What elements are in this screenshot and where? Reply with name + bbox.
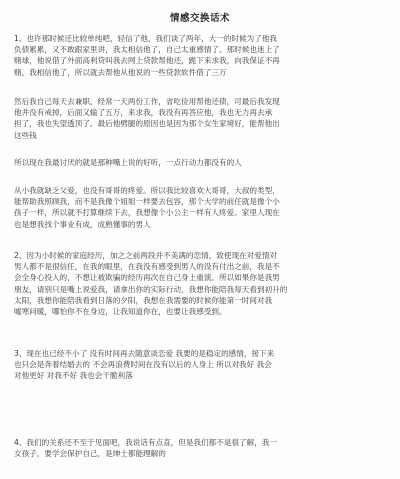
text-line: 他并没有戒掉，后面又输了五万，来求我，我没有再答应他，我也无力再去承 — [14, 108, 273, 118]
text-line: 会全身心投入的，不想让被欺骗的经历再次在自己身上重演。所以如果你是我男 — [14, 273, 280, 283]
text-line: 负债累累，又不敢跟家里讲，我太相信他了，自己太重感情了。那时候也迷上了 — [14, 45, 280, 55]
text-line: 赌，我相信他了，所以就去帮他从他说的一些贷款软件借了三万 — [14, 67, 227, 77]
text-line: 对他更好 对我不好 我也会干脆利落 — [14, 371, 133, 381]
text-line: 3、现在也已经不小了 没有时间再去随意谈恋爱 我要的是稳定的感情，接下来 — [14, 349, 275, 358]
text-line: 赌球，他说借了外面高利贷叫我去网上贷款帮他还，跪下来求我，向我保证不再 — [14, 56, 280, 66]
text-line: 从小我就缺乏父爱，也没有哥哥的疼爱。所以我比较喜欢大哥哥，大叔的类型， — [14, 186, 280, 195]
paragraph-6 — [14, 348, 386, 382]
text-line: 嘘寒问暖，哪怕你不在身边，让我知道你在，也要让我感受到。 — [14, 307, 227, 317]
text-line: 1、也许那时候还比较单纯吧，轻信了他，我们谈了两年，大一的时候为了他我 — [14, 34, 278, 43]
text-line: 能帮助我照顾我，而不是我像个姐姐一样要去包容，那个大学的前任就是像个小 — [14, 197, 280, 207]
text-line: 所以现在我最讨厌的就是那种嘴上说的好听，一点行动力都没有的人 — [14, 158, 242, 167]
text-line: 4、我们的关系还不至于见面吧，我说话有点直，但是我们都不是很了解，我一 — [14, 438, 278, 447]
text-line: 男人都不是很信任，在我的眼里，在我没有感受到男人的没有付出之前，我是不 — [14, 262, 280, 272]
text-line: 2、因为小时候的家庭经历，加之之前两段并不美满的恋情，致使现在对爱情对 — [14, 251, 278, 260]
text-line: 女孩子，要学会保护自己，是绅士都能理解的 — [14, 449, 166, 459]
paragraph-4 — [14, 185, 386, 230]
text-line: 也是想我找个事业有成，成熟懂事的男人 — [14, 219, 151, 229]
paragraph-1 — [14, 33, 386, 78]
text-line: 担了，我也失望透顶了。最后他劈腿的原因也是因为那个女生家境好，能帮他出 — [14, 119, 280, 129]
text-line: 孩子一样，所以就不打算继续下去，我想像个小公主一样有人疼爱。家里人现在 — [14, 208, 280, 218]
text-line: 然后我自己每天去兼职，经常一天两份工作，省吃俭用帮他还债，可最后我发现 — [14, 97, 280, 106]
document-title: 情感交换话术 — [169, 13, 230, 24]
paragraph-3 — [14, 157, 386, 168]
text-line: 朋友，请别只是嘴上说爱我，请拿出你的实际行动，我想你能陪我每天看到初升的 — [14, 284, 288, 294]
paragraph-2 — [14, 96, 386, 141]
text-line: 太阳，我想你能陪我看到日落的夕阳，我想在我需要的时候你能第一时间对我 — [14, 295, 273, 305]
paragraph-7 — [14, 437, 386, 459]
text-line: 也只会是奔着结婚去的 不会再浪费时间在没有以后的人身上 所以对我好 我会 — [14, 360, 272, 370]
text-line: 这些钱 — [14, 130, 37, 140]
paragraph-5 — [14, 250, 386, 317]
